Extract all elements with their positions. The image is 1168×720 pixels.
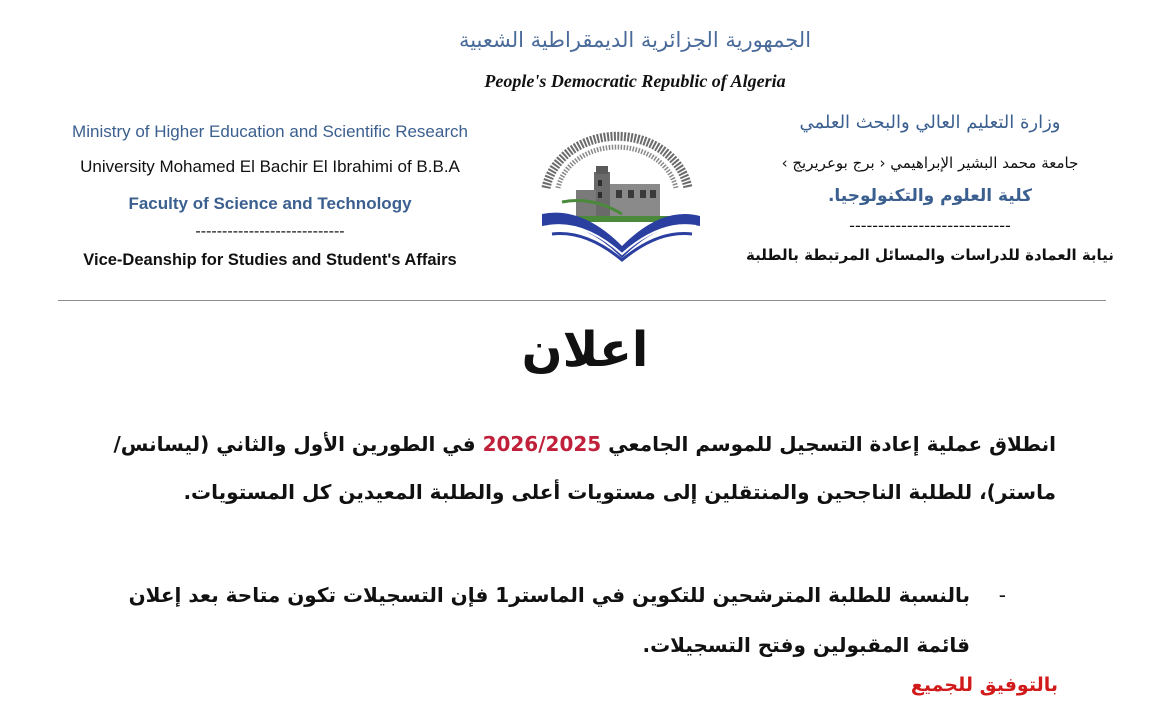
header-divider xyxy=(58,300,1106,301)
separator-arabic: ---------------------------- xyxy=(849,216,1011,235)
university-arabic: جامعة محمد البشير الإبراهيمي ‹ برج بوعريريج › xyxy=(781,154,1079,172)
university-logo xyxy=(532,126,702,266)
vice-deanship-english: Vice-Deanship for Studies and Student's Affairs xyxy=(83,251,457,269)
academic-year: 2026/2025 xyxy=(482,432,602,456)
closing-wish: بالتوفيق للجميع xyxy=(910,674,1058,696)
faculty-arabic: كلية العلوم والتكنولوجيا. xyxy=(827,186,1033,206)
bullet-text: بالنسبة للطلبة المترشحين للتكوين في الماستر1 فإن التسجيلات تكون متاحة بعد إعلان قائمة المقبولين وفتح التسجيلات. xyxy=(128,583,970,657)
bullet-marker: - xyxy=(998,583,1006,607)
bullet-item xyxy=(120,570,1006,670)
paragraph-text-start: انطلاق عملية إعادة التسجيل للموسم الجامعي xyxy=(601,432,1056,456)
separator-english: ---------------------------- xyxy=(195,223,345,240)
faculty-english: Faculty of Science and Technology xyxy=(128,194,412,213)
republic-name-english: People's Democratic Republic of Algeria xyxy=(484,71,786,91)
ministry-arabic: وزارة التعليم العالي والبحث العلمي xyxy=(799,112,1061,133)
header-arabic-block xyxy=(730,108,1130,272)
announcement-paragraph xyxy=(90,420,1056,516)
republic-name-arabic: الجمهورية الجزائرية الديمقراطية الشعبية xyxy=(458,28,812,52)
university-english: University Mohamed El Bachir El Ibrahimi of B.B.A xyxy=(80,157,460,176)
ministry-english: Ministry of Higher Education and Scientific Research xyxy=(72,122,468,141)
header-english-block xyxy=(40,118,500,276)
announcement-title: اعلان xyxy=(521,322,649,378)
vice-deanship-arabic: نيابة العمادة للدراسات والمسائل المرتبطة بالطلبة xyxy=(746,246,1114,264)
paragraph-text-end: في الطورين الأول والثاني (ليسانس/ماستر)، للطلبة الناجحين والمنتقلين إلى مستويات أعلى والطلبة المعيدين كل المستويات. xyxy=(113,432,1056,504)
university-logo-icon xyxy=(532,126,702,266)
